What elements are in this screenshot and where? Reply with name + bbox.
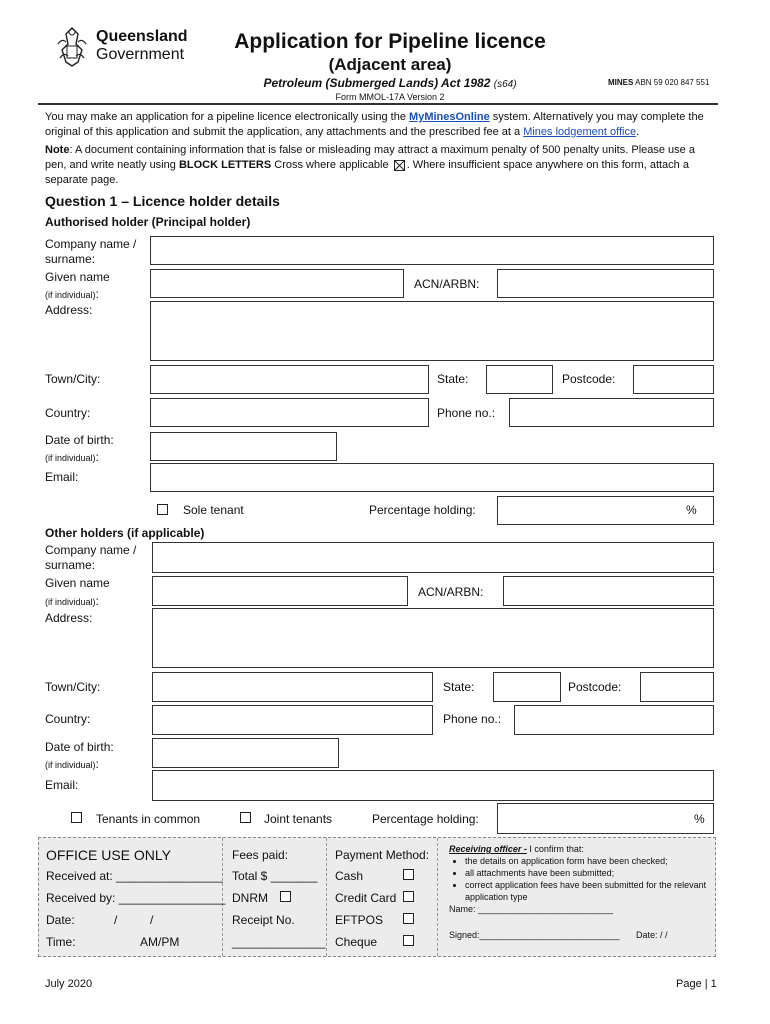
mines-label: MINES xyxy=(608,78,634,87)
tenants-in-common-label: Tenants in common xyxy=(96,812,201,826)
office-use-panel xyxy=(38,837,716,957)
other-email-field[interactable] xyxy=(152,770,714,801)
other-state-field[interactable] xyxy=(493,672,561,702)
other-dob-label: Date of birth: xyxy=(45,740,114,754)
other-phone-label: Phone no.: xyxy=(443,712,502,726)
percentage-label: Percentage holding: xyxy=(369,503,476,517)
form-code: Form MMOL-17A Version 2 xyxy=(335,92,445,102)
if-individual-label: (if individual): xyxy=(45,287,99,301)
other-address-field[interactable] xyxy=(152,608,714,668)
other-percent-sign: % xyxy=(694,812,705,826)
postcode-label: Postcode: xyxy=(562,372,616,386)
qld-government-logo xyxy=(52,24,202,70)
town-label: Town/City: xyxy=(45,372,101,386)
address-label: Address: xyxy=(45,303,93,317)
mines-lodgement-link[interactable]: Mines lodgement office xyxy=(523,126,637,138)
eftpos-label: EFTPOS xyxy=(335,913,384,927)
page-title: Application for Pipeline licence xyxy=(234,30,546,53)
principal-acn-field[interactable] xyxy=(497,269,714,298)
office-time: Time: xyxy=(46,935,76,949)
intro-paragraph xyxy=(45,110,717,140)
intro-text-2: system. Alternatively you may complete the original of this application and submit the application, any attachments and the prescribed fee at a xyxy=(45,111,704,138)
block-letters: BLOCK LETTERS xyxy=(178,159,272,171)
office-ampm: AM/PM xyxy=(140,935,180,949)
receiving-confirm: I confirm that: xyxy=(526,844,584,854)
other-phone-field[interactable] xyxy=(514,705,714,735)
other-given-name-label: Given name xyxy=(45,576,110,590)
joint-tenants-label: Joint tenants xyxy=(264,812,333,826)
receipt-line: ______________ xyxy=(232,935,326,949)
principal-address-field[interactable] xyxy=(150,301,714,361)
other-percentage-field[interactable] xyxy=(497,803,714,834)
company-label: Company name / xyxy=(45,237,137,251)
act-name xyxy=(200,76,580,90)
tenants-in-common-checkbox[interactable] xyxy=(71,812,82,823)
note-text-2: Cross where applicable xyxy=(274,159,389,171)
principal-postcode-field[interactable] xyxy=(633,365,714,394)
logo-queensland: Queensland xyxy=(96,28,188,45)
other-company-label: Company name / xyxy=(45,543,137,557)
other-acn-field[interactable] xyxy=(503,576,714,606)
other-if-individual-label: (if individual): xyxy=(45,594,99,608)
received-at: Received at: ________________ xyxy=(46,869,223,883)
note-paragraph xyxy=(45,143,717,188)
myminesonline-link[interactable]: MyMinesOnline xyxy=(409,111,490,123)
principal-phone-field[interactable] xyxy=(509,398,714,427)
other-state-label: State: xyxy=(443,680,475,694)
signed-line: Signed:____________________________ xyxy=(449,930,620,940)
other-address-label: Address: xyxy=(45,611,93,625)
office-date: Date: xyxy=(46,913,75,927)
act-title: Petroleum (Submerged Lands) Act 1982 xyxy=(263,76,491,90)
header-divider xyxy=(38,103,718,105)
country-label: Country: xyxy=(45,406,91,420)
eftpos-checkbox[interactable] xyxy=(403,913,414,924)
receiving-officer xyxy=(449,843,711,903)
other-town-label: Town/City: xyxy=(45,680,101,694)
other-email-label: Email: xyxy=(45,778,79,792)
joint-tenants-checkbox[interactable] xyxy=(240,812,251,823)
date-line: Date: / / xyxy=(636,930,668,940)
acn-label: ACN/ARBN: xyxy=(414,277,480,291)
phone-label: Phone no.: xyxy=(437,406,496,420)
cash-checkbox[interactable] xyxy=(403,869,414,880)
total-amount: Total $ _______ xyxy=(232,869,318,883)
act-section: (s64) xyxy=(493,79,517,90)
other-country-field[interactable] xyxy=(152,705,433,735)
other-town-field[interactable] xyxy=(152,672,433,702)
principal-country-field[interactable] xyxy=(150,398,429,427)
fees-paid: Fees paid: xyxy=(232,848,289,862)
principal-percentage-field[interactable] xyxy=(497,496,714,525)
principal-dob-field[interactable] xyxy=(150,432,337,461)
other-holders-heading: Other holders (if applicable) xyxy=(45,526,205,540)
cheque-label: Cheque xyxy=(335,935,378,949)
dob-label: Date of birth: xyxy=(45,433,114,447)
credit-card-label: Credit Card xyxy=(335,891,397,905)
crossed-box-icon xyxy=(394,160,405,171)
payment-method: Payment Method: xyxy=(335,848,430,862)
cheque-checkbox[interactable] xyxy=(403,935,414,946)
intro-text-1: You may make an application for a pipeline licence electronically using the xyxy=(45,111,406,123)
office-divider-2 xyxy=(326,838,327,956)
other-given-name-field[interactable] xyxy=(152,576,408,606)
other-postcode-field[interactable] xyxy=(640,672,714,702)
footer-date: July 2020 xyxy=(45,978,93,990)
note-text-3: . Where insufficient space anywhere on this form, attach a separate page. xyxy=(45,159,689,186)
other-company-field[interactable] xyxy=(152,542,714,573)
office-use-title: OFFICE USE ONLY xyxy=(46,847,171,863)
principal-given-name-field[interactable] xyxy=(150,269,404,298)
date-slash-1: / xyxy=(114,913,118,927)
note-label: Note xyxy=(45,144,70,156)
mines-abn xyxy=(608,78,709,87)
abn: ABN 59 020 847 551 xyxy=(635,78,710,87)
credit-card-checkbox[interactable] xyxy=(403,891,414,902)
logo-government: Government xyxy=(96,46,185,63)
dnrm-checkbox[interactable] xyxy=(280,891,291,902)
receipt-no: Receipt No. xyxy=(232,913,295,927)
given-name-label: Given name xyxy=(45,270,110,284)
note-text-1: : A document containing information that is false or misleading may attract a maximum penalty of 500 penalty units. Please use a pen, and write neatly using xyxy=(45,144,695,171)
list-item: • the details on application form have been checked; xyxy=(465,855,711,867)
other-postcode-label: Postcode: xyxy=(568,680,622,694)
other-country-label: Country: xyxy=(45,712,91,726)
percent-sign: % xyxy=(686,503,697,517)
dnrm-label: DNRM xyxy=(232,891,268,905)
principal-holder-heading: Authorised holder (Principal holder) xyxy=(45,215,251,229)
received-by: Received by: ________________ xyxy=(46,891,226,905)
principal-email-field[interactable] xyxy=(150,463,714,492)
list-item: • correct application fees have been submitted for the relevant application type xyxy=(465,879,711,903)
sole-tenant-label: Sole tenant xyxy=(183,503,244,517)
sole-tenant-checkbox[interactable] xyxy=(157,504,168,515)
other-dob-field[interactable] xyxy=(152,738,339,768)
other-percentage-label: Percentage holding: xyxy=(372,812,479,826)
surname-label: surname: xyxy=(45,252,96,266)
cash-label: Cash xyxy=(335,869,364,883)
state-label: State: xyxy=(437,372,469,386)
date-slash-2: / xyxy=(150,913,154,927)
page-subtitle: (Adjacent area) xyxy=(328,55,452,74)
page-number: Page | 1 xyxy=(676,978,717,990)
coat-of-arms-icon xyxy=(52,24,92,70)
name-line: Name: ___________________________ xyxy=(449,904,614,914)
intro-text-3: . xyxy=(636,126,640,138)
principal-town-field[interactable] xyxy=(150,365,429,394)
other-acn-label: ACN/ARBN: xyxy=(418,585,484,599)
dob-if-individual: (if individual): xyxy=(45,450,99,464)
question1-heading: Question 1 – Licence holder details xyxy=(45,193,280,209)
email-label: Email: xyxy=(45,470,79,484)
receiving-checklist xyxy=(449,855,711,903)
receiving-officer-title: Receiving officer - xyxy=(449,844,527,854)
other-surname-label: surname: xyxy=(45,558,96,572)
principal-company-field[interactable] xyxy=(150,236,714,265)
principal-state-field[interactable] xyxy=(486,365,553,394)
list-item: • all attachments have been submitted; xyxy=(465,867,711,879)
other-dob-if-individual: (if individual): xyxy=(45,757,99,771)
office-divider-3 xyxy=(437,838,438,956)
